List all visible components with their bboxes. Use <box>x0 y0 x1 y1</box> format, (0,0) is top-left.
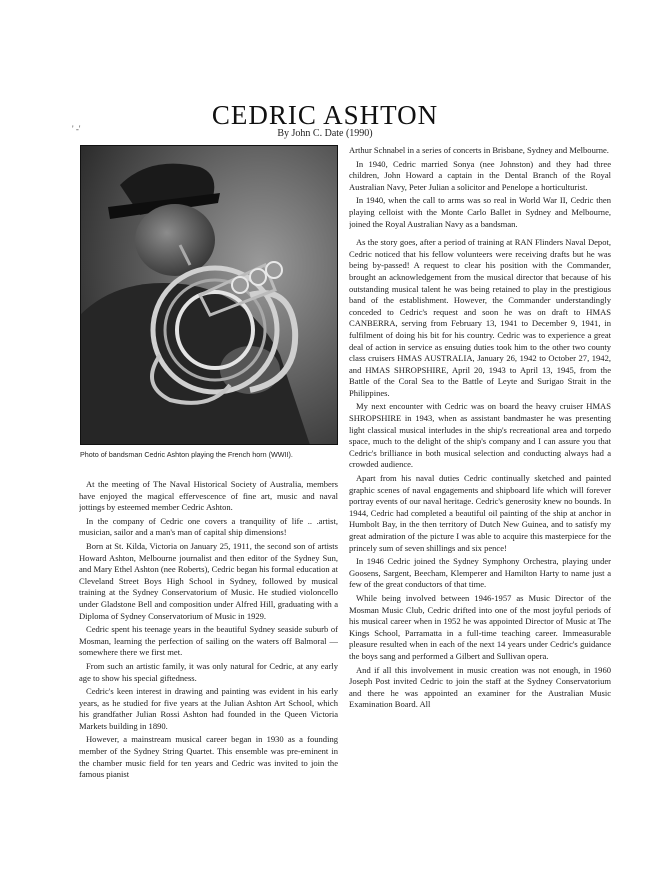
paragraph: As the story goes, after a period of training at RAN Flinders Naval Depot, Cedric noticed that his fellow volunteers were receiving drafts but he was being by-passed! A request to clear his position with the Commander, brought an acknowledgement from the musical director that because of his outstanding musical talent he was being retained to play in the prestigious band of the establishment. However, the Commander understandingly conceded to Cedric's request and soon he was on draft to HMAS CANBERRA, serving from February 13, 1941 to December 9, 1941, in fulfilment of doing his bit for his country. Cedric was to experience a great deal of action in service as ensuing duties took him to the other two county class cruisers HMAS AUSTRALIA, January 26, 1942 to October 27, 1942, and HMAS SHROPSHIRE, April 20, 1943 to April 13, 1945, from the Battle of the Coral Sea to the Battle of Leyte and Surigao Strait in the Philippines. <box>349 237 611 398</box>
paragraph: My next encounter with Cedric was on board the heavy cruiser HMAS SHROPSHIRE in 1943, when as assistant bandmaster he was presenting light classical musical interludes in the ship's recreational area and torpedo space, much to the delight of the ship's company and I can assure you that Cedric's brilliance in both musical selection and conducting always had a crowded audience. <box>349 401 611 470</box>
paragraph: In 1940, when the call to arms was so real in World War II, Cedric then playing celloist with the Monte Carlo Ballet in Sydney and Melbourne, joined the Royal Australian Navy as a bandsman. <box>349 195 611 229</box>
bandsman-photo <box>80 145 338 445</box>
paragraph: Cedric spent his teenage years in the beautiful Sydney seaside suburb of Mosman, learning the perfection of sailing on the waters off Balmoral — somewhere there we first met. <box>79 624 338 658</box>
paragraph: And if all this involvement in music creation was not enough, in 1960 Joseph Post invited Cedric to join the staff at the Sydney Conservatorium and there he was appointed an examiner for the Australian Music Examination Board. All <box>349 664 611 710</box>
paragraph: Cedric's keen interest in drawing and painting was evident in his early years, as he studied for five years at the Julian Ashton Art School, which his grandfather Julian Rossi Ashton had founded in the Queen Victoria Markets building in 1890. <box>79 686 338 731</box>
article-byline: By John C. Date (1990) <box>277 128 373 139</box>
paragraph: Apart from his naval duties Cedric continually sketched and painted graphic scenes of naval engagements and shipboard life which will forever portray events of our naval heritage. Cedric's generosity knew no bounds. In 1944, Cedric had completed a beautiful oil painting of the ship at anchor in Humbolt Bay, in the then territory of Dutch New Guinea, and to satisfy my great admiration of the picture I was able to acquire this masterpiece for the princely sum of seven shillings and six pence! <box>349 473 611 553</box>
paragraph: Arthur Schnabel in a series of concerts in Brisbane, Sydney and Melbourne. <box>349 145 609 155</box>
paragraph: In the company of Cedric one covers a tranquility of life .. .artist, musician, sailor and a man's man of capital ship dimensions! <box>79 515 338 538</box>
paragraph: In 1946 Cedric joined the Sydney Symphony Orchestra, playing under Goosens, Sargent, Beecham, Klemperer and Hamilton Harty to name just a few of the great conductors of that time. <box>349 556 611 590</box>
corner-mark: ' -' <box>72 124 81 134</box>
right-column <box>349 145 611 890</box>
left-column <box>79 479 338 889</box>
paragraph: From such an artistic family, it was only natural for Cedric, at any early age to show his special giftedness. <box>79 660 338 683</box>
paragraph: Born at St. Kilda, Victoria on January 25, 1911, the second son of artists Howard Ashton, Melbourne journalist and then editor of the Sydney Sun, and Mary Ethel Ashton (nee Roberts), Cedric began his formal education at Cleveland Street Boys High School in Sydney, followed by musical training at the Sydney Conservatorium of Music. He studied violoncello under Gladstone Bell and composition under Alfred Hill, graduating with a Diploma of Sydney Conservatorium of Music in 1929. <box>79 540 338 621</box>
article-title: CEDRIC ASHTON <box>211 100 439 130</box>
paragraph: At the meeting of The Naval Historical Society of Australia, members have enjoyed the magical effervescence of fine art, music and naval jottings by esteemed member Cedric Ashton. <box>79 479 338 513</box>
paragraph: In 1940, Cedric married Sonya (nee Johnston) and they had three children, John Howard a captain in the Dental Branch of the Royal Australian Navy, Peter Julian a solicitor and Penelope a horticulturist. <box>349 158 611 192</box>
photo-caption: Photo of bandsman Cedric Ashton playing the French horn (WWII). <box>80 450 293 459</box>
french-horn-photo-illustration <box>80 145 338 445</box>
paragraph: However, a mainstream musical career began in 1930 as a founding member of the Sydney String Quartet. This ensemble was pre-eminent in the chamber music field for ten years and Cedric was invited to join the famous pianist <box>79 734 338 780</box>
paragraph: While being involved between 1946-1957 as Music Director of the Mosman Music Club, Cedric drifted into one of the most joyful periods of his musical career when in 1952 he was appointed Director of Music at The Kings School, Parramatta in a full-time teaching career. Immeasurable pleasure resulted when in each of the next 14 years under Cedric's guidance the boys sang and performed a Gilbert and Sullivan opera. <box>349 592 611 661</box>
